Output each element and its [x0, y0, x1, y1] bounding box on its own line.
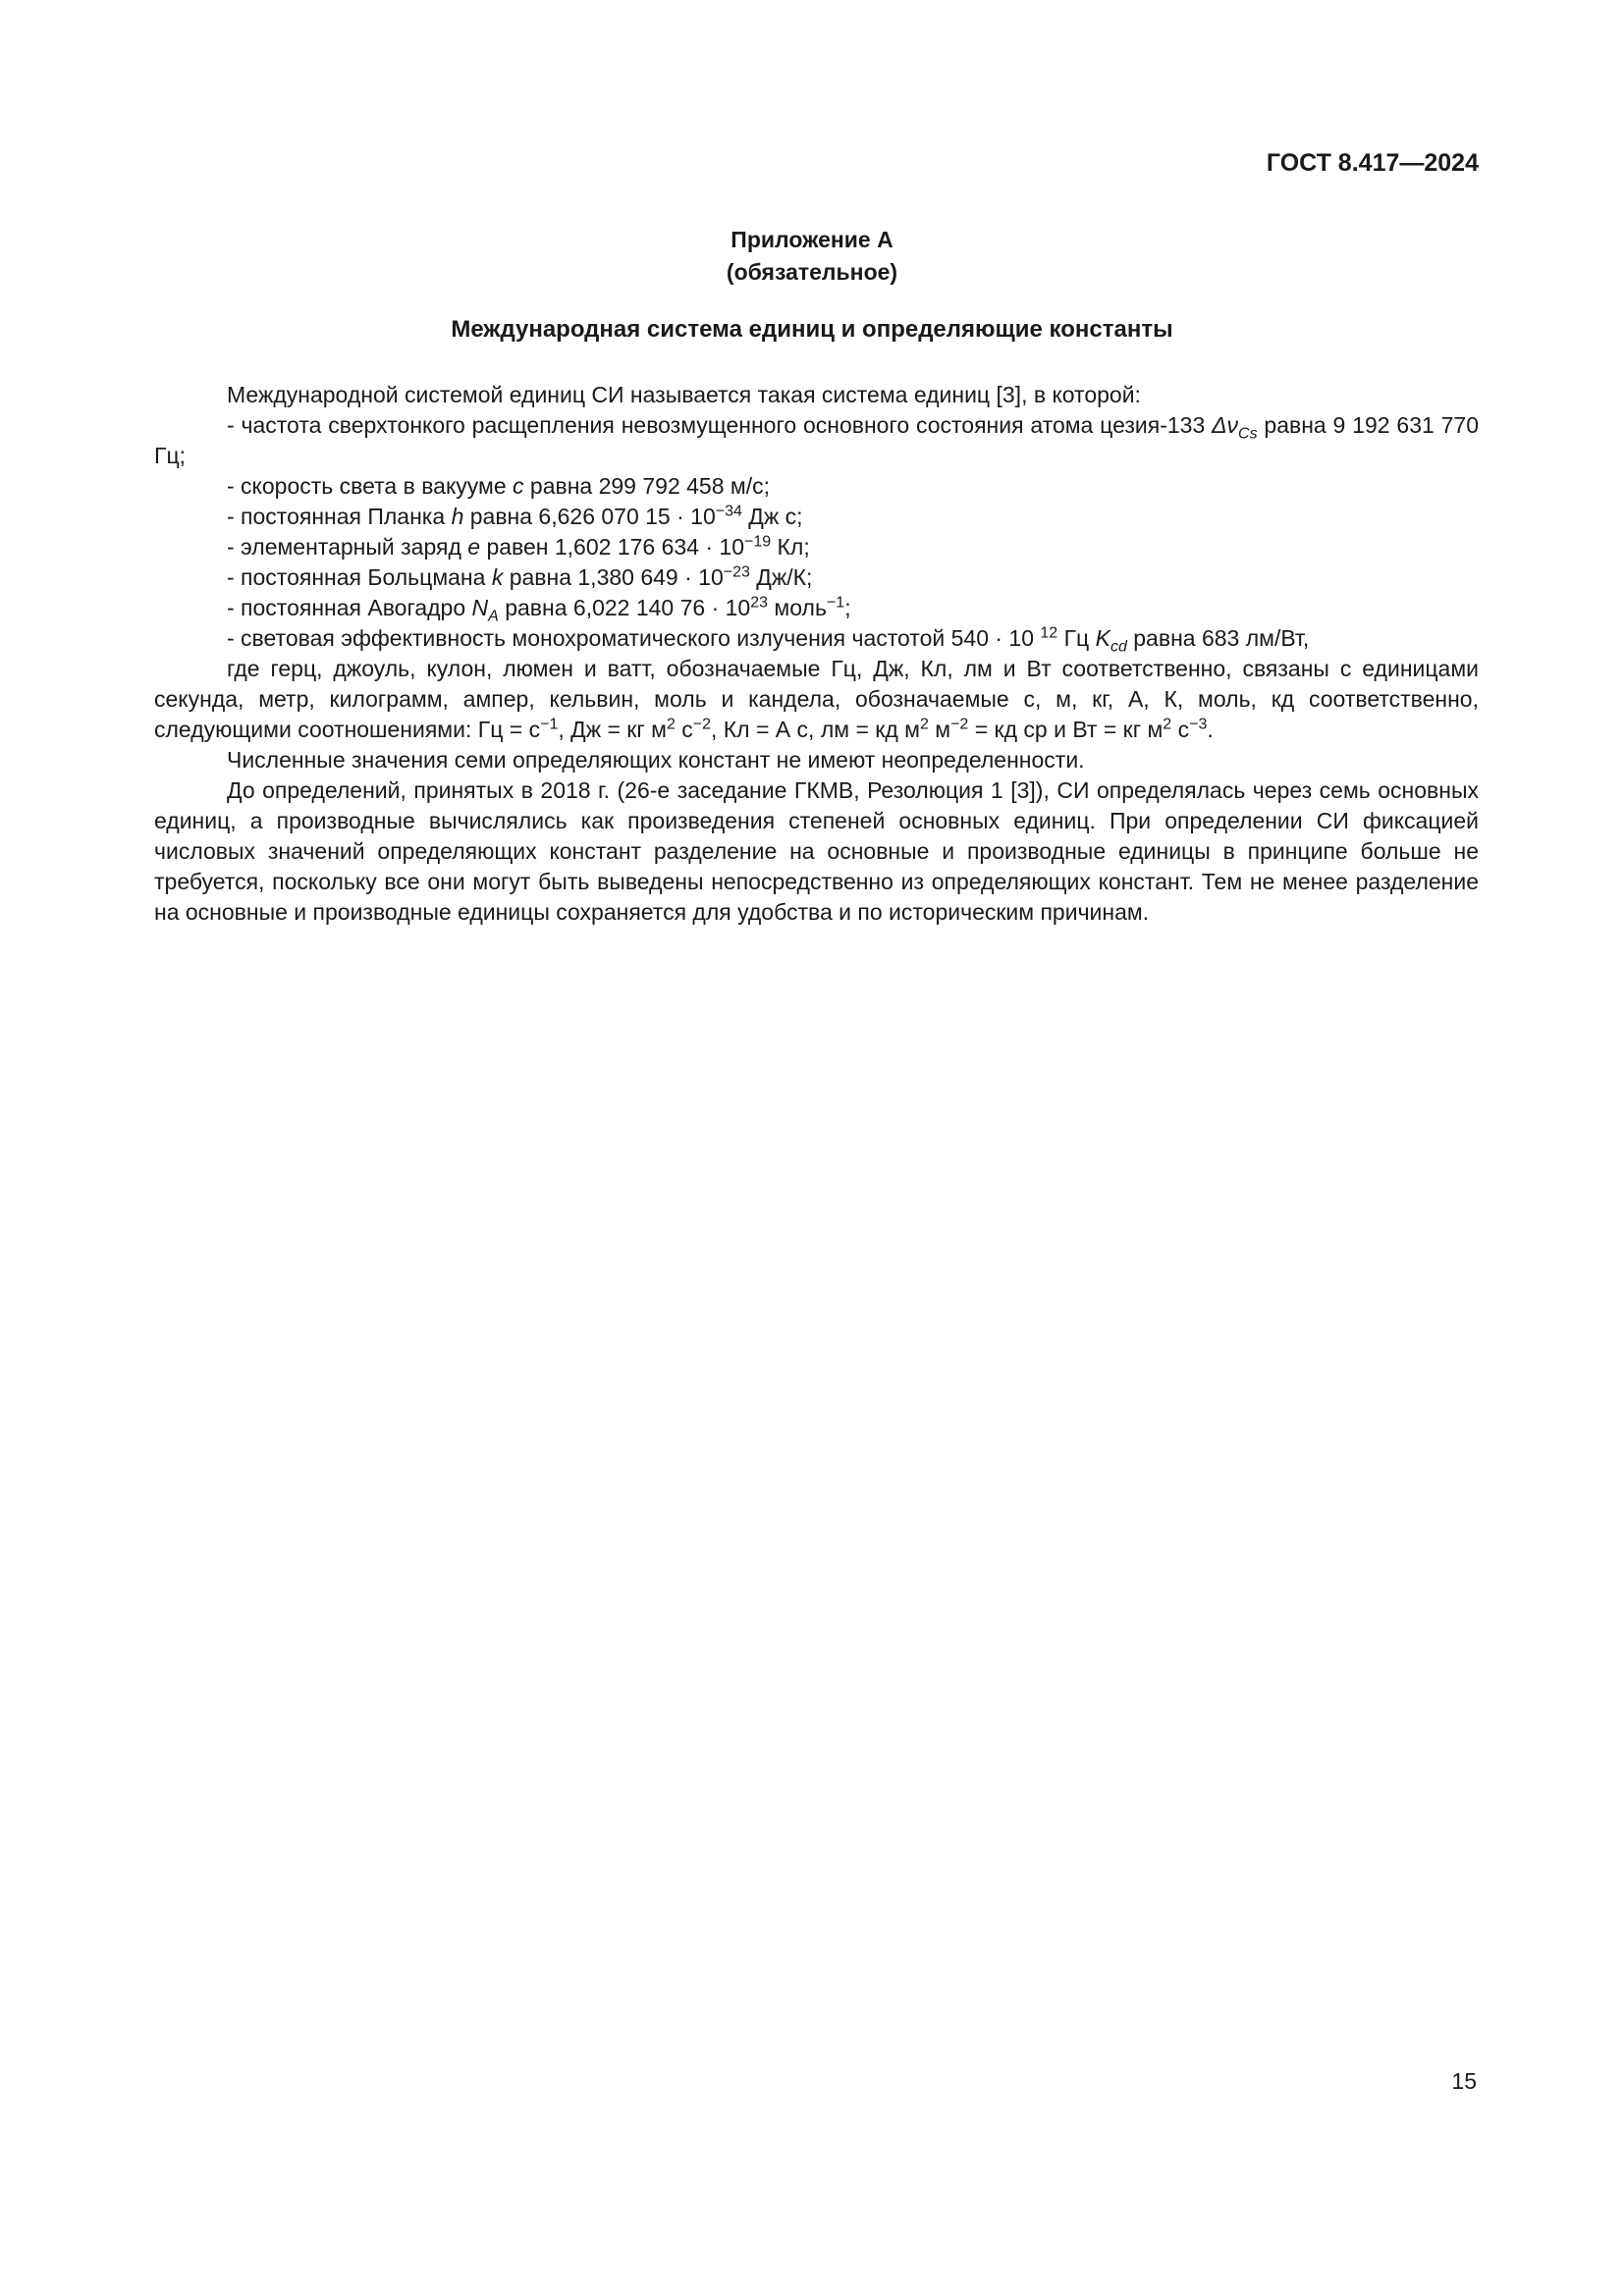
- page-number: 15: [1451, 2068, 1477, 2094]
- item-boltzmann-constant: - постоянная Больцмана k равна 1,380 $649 \cdot 10^{-23}$ Дж/К;: [227, 563, 813, 590]
- appendix-title: Приложение А: [731, 227, 893, 252]
- item-planck-constant: - постоянная Планка h равна 6,626 070 $15 \cdot 10^{-34}$ Дж с;: [227, 503, 803, 529]
- appendix-header: [0, 224, 1624, 289]
- uncertainty-paragraph: Численные значения семи определяющих констант не имеют неопределенности.: [227, 747, 1085, 773]
- units-relations-paragraph: где герц, джоуль, кулон, люмен и ватт, обозначаемые Гц, Дж, Кл, лм и Вт соответственно, связаны с единицами секунда, метр, килограмм, ампер, кельвин, моль и кандела, обозначаемые с, м, кг, А, К, моль, кд соответственно, следующими соотношениями: Гц = $с^{-1}$, Дж = кг $м^2$ $с^{-2}$, Кл = А с, лм = кд $м^2$ $м^{-2}$ = кд ср и Вт = кг $м^2$ $с^{-3}$.: [154, 656, 1479, 742]
- item-avogadro-constant: - постоянная Авогадро $N_A$ равна 6,022 140 $76 \cdot 10^{23}$ моль$^{-1}$;: [227, 594, 851, 625]
- item-luminous-efficacy: - световая эффективность монохроматического излучения частотой 540 · 10 $^{12}$ Гц $K_{cd}$ равна 683 лм/Вт,: [227, 624, 1310, 656]
- history-paragraph: До определений, принятых в 2018 г. (26-е заседание ГКМВ, Резолюция 1 [3]), СИ определялась через семь основных единиц, а производные вычислялись как произведения степеней основных единиц. При определении СИ фиксацией числовых значений определяющих констант разделение на основные и производные единицы в принципе больше не требуется, поскольку все они могут быть выведены непосредственно из определяющих констант. Тем не менее разделение на основные и производные единицы сохраняется для удобства и по историческим причинам.: [154, 777, 1479, 925]
- item-elementary-charge: - элементарный заряд e равен 1,602 176 $634 \cdot 10^{-19}$ Кл;: [227, 533, 810, 560]
- intro-paragraph: Международной системой единиц СИ называется такая система единиц [3], в которой:: [227, 382, 1141, 407]
- item-cesium-frequency: - частота сверхтонкого расщепления невозмущенного основного состояния атома цезия-133 $\Delta\nu_{Cs}$ равна 9 192 631 770 Гц;: [154, 412, 1479, 468]
- appendix-status: (обязательное): [726, 259, 898, 285]
- document-code: ГОСТ 8.417—2024: [1266, 149, 1479, 177]
- document-body: [154, 380, 1479, 928]
- section-title: Международная система единиц и определяющие константы: [451, 316, 1173, 343]
- item-speed-of-light: - скорость света в вакууме c равна 299 792 458 м/с;: [227, 473, 770, 499]
